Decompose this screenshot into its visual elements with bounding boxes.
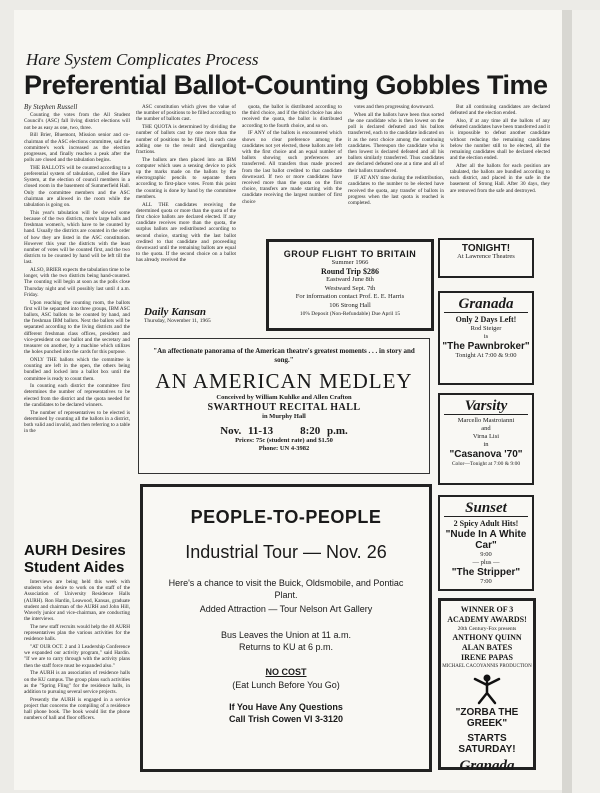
medley-phone: Phone: UN 4-3982 <box>258 445 310 452</box>
aurh-paragraph: Interviews are being held this week with students who desire to work on the staff of the Association of University Residence Halls (AURH). Ron Hardin, Leawood, Kansas, graduate student and chairman of the AURH and John Hill, Waverly junior and vice-chairman, are conducting the interviews. <box>24 579 130 623</box>
granada-is: is <box>483 333 489 340</box>
article-column-5 <box>450 104 550 234</box>
zorba-starts: STARTS SATURDAY! <box>458 733 516 755</box>
varsity-logo: Varsity <box>444 398 528 415</box>
tonight-title: TONIGHT! <box>461 243 511 254</box>
medley-conceived: Conceived by William Kuhlke and Allen Crafton <box>216 394 352 401</box>
newspaper-page <box>14 10 562 790</box>
aurh-paragraph: "AT OUR OCT. 2 and 3 Leadership Conference we expanded our activity program," said Hardin. "If we are to carry through with the activity plans then the staff force must be expanded also." <box>24 644 130 669</box>
sunset-time2: 7:00 <box>480 578 492 585</box>
granada-film: "The Pawnbroker" <box>442 341 530 352</box>
granada-tag: Only 2 Days Left! <box>455 315 517 324</box>
aurh-paragraph: The AURH is an association of residence halls on the KU campus. The group plans such activities as the "Spring Fling" for the residence halls, in addition to pursuing several service projects. <box>24 670 130 695</box>
varsity-time: Color—Tonight at 7:00 & 9:00 <box>451 461 521 467</box>
article-column-2 <box>136 104 236 300</box>
article-paragraph: votes and then progressing downward. <box>354 104 434 110</box>
group-flight-title: GROUP FLIGHT TO BRITAIN <box>283 249 417 259</box>
varsity-star1: Marcello Mastroianni <box>457 417 515 424</box>
american-medley-ad <box>138 338 430 474</box>
article-headline: Preferential Ballot-Counting Gobbles Time <box>24 70 548 100</box>
article-paragraph: THE QUOTA is determined by dividing the number of ballots cast by one more than the number of positions to be filled, in each case adding one to the result and disregarding fractions. <box>136 124 236 155</box>
ptp-title: PEOPLE-TO-PEOPLE <box>190 507 382 527</box>
group-flight-address: 106 Strong Hall <box>329 301 371 309</box>
ptp-question2: Call Trish Cowen VI 3-3120 <box>228 714 344 724</box>
aurh-article <box>24 538 130 784</box>
sunset-film1: "Nude In A White Car" <box>445 529 527 551</box>
article-paragraph: IF AT ANY time during the redistribution, candidates to the number to be elected have received the quota, any transfer of ballots in progress when the last quota is reached is completed. <box>348 175 444 207</box>
article-column-3 <box>242 104 342 236</box>
group-flight-price: Round Trip $286 <box>321 266 379 276</box>
article-paragraph: Bill Brier, Bluemont, Mission senior and co-chairman of the ASC elections committee, said the committee's work increased as the election progresses, and finally reaches a peak after the polls are closed and the tabulation begins. <box>24 132 130 164</box>
article-paragraph: Counting the votes from the All Student Council's (ASC) fall living district elections will not be as easy as one, two, three. <box>24 112 130 131</box>
article-paragraph: The number of representatives to be elected is determined by counting all the ballots in a district, both valid and invalid, and then referring to a table in the <box>24 409 130 435</box>
article-paragraph: THE BALLOTS will be counted according to a preferential system of tabulation, called the Hare System, at the election of council members in a closed room in the basement of Summerfield Hall. Only the committee members and the ASC chairman are allowed in the room while the tabulation is going on. <box>24 164 130 209</box>
zorba-cast1: ANTHONY QUINN <box>452 633 522 642</box>
article-paragraph: In counting each district the committee first determines the number of representatives to be elected from the district and the quota needed for the candidates to be declared winners. <box>24 383 130 408</box>
medley-dates: Nov. 11-13 <box>220 425 274 437</box>
group-flight-westward: Westward Sept. 7th <box>324 284 376 292</box>
ptp-question1: If You Have Any Questions <box>229 702 343 712</box>
zorba-credit: MICHAEL CACOYANNIS PRODUCTION <box>442 664 532 669</box>
article-byline: By Stephen Russell <box>24 104 78 111</box>
zorba-film: "ZORBA THE GREEK" <box>455 707 519 729</box>
medley-hall: SWARTHOUT RECITAL HALL <box>207 402 361 413</box>
zorba-cast3: IRENE PAPAS <box>461 653 513 662</box>
medley-building: in Murphy Hall <box>262 413 306 420</box>
article-paragraph: IF ANY of the ballots is encountered which shows no clear preference among the candidates not yet elected, these ballots are left with the first choice and an equal number of ballots showing such preferences are transferred. All transfers thus made proceed from the last ballot credited to that candidate downward. If two or more candidates have received more than the quota on the first choice, transfers are made starting with the candidate receiving the largest number of first choice <box>242 130 342 205</box>
ptp-line4: Returns to KU at 6 p.m. <box>238 642 334 652</box>
sunset-ad <box>438 495 534 591</box>
medley-prices: Prices: 75c (student rate) and $1.50 <box>235 437 333 444</box>
zorba-awards: WINNER OF 3 ACADEMY AWARDS! <box>447 605 527 624</box>
medley-time: 8:20 p.m. <box>300 425 348 437</box>
group-flight-ad <box>266 239 434 331</box>
medley-title: AN AMERICAN MEDLEY <box>155 369 413 393</box>
medley-dates-row <box>139 425 429 437</box>
group-flight-deposit: 10% Deposit (Non-Refundable) Due April 15 <box>299 311 401 317</box>
zorba-presents: 20th Century-Fox presents <box>457 626 517 632</box>
adjacent-page-edge <box>562 10 600 793</box>
article-paragraph: ONLY THE ballots which the committee is counting are left in the open, the others being bundled and locked into a ballot box until the committee is ready to count them. <box>24 356 130 382</box>
granada-logo: Granada <box>444 296 528 313</box>
sunset-tag: 2 Spicy Adult Hits! <box>453 519 519 528</box>
zorba-granada-logo: Granada <box>459 758 515 774</box>
article-paragraph: ALSO, BRIER expects the tabulation time to be longer, with the two districts being hand-counted. The counting will begin at soon as the polls close Thursday night and will possibly last until 4 a.m. Friday. <box>24 267 130 298</box>
ptp-tour: Industrial Tour — Nov. 26 <box>185 542 387 562</box>
aurh-paragraph: Presently the AURH is engaged in a service project that concerns the compiling of a residence hall phone book. The book would list the phone numbers of hall and floor officers. <box>24 696 130 722</box>
ptp-line1: Here's a chance to visit the Buick, Oldsmobile, and Pontiac Plant. <box>168 578 404 600</box>
masthead <box>144 306 254 324</box>
article-paragraph: quota, the ballot is distributed according to the third choice, and if the third choice has also received the quota, the ballot is distributed according to the fourth choice, and so on. <box>242 104 342 129</box>
granada-star: Rod Steiger <box>470 325 502 332</box>
article-paragraph: Also, if at any time all the ballots of any defeated candidates have been transferred and it is impossible to defeat another candidate without reducing the remaining candidates below the number still to be elected, all the remaining candidates shall be declared elected and the election ended. <box>450 117 550 162</box>
article-kicker: Hare System Complicates Process <box>26 50 259 69</box>
article-paragraph: After all the ballots for each position are tabulated, the ballots are bundled according to each district, and placed in the safe in the basement of Strong Hall. After 30 days, they are removed from the safe and destroyed. <box>450 162 550 194</box>
varsity-in: in <box>483 441 489 448</box>
varsity-star2: Virna Lisi <box>472 433 500 440</box>
varsity-ad <box>438 393 534 485</box>
varsity-film: "Casanova '70" <box>449 449 523 460</box>
article-column-4 <box>348 104 444 236</box>
aurh-headline: AURH Desires Student Aides <box>24 542 126 576</box>
tonight-sub: At Lawrence Theatres <box>457 253 515 260</box>
group-flight-eastward: Eastward June 8th <box>326 276 374 283</box>
zorba-ad <box>438 598 536 774</box>
article-paragraph: The ballots are then placed into an IBM computer which uses a sensing device to pick up the marks made on the ballots by the electrographic pencils to separate them according to first-place votes. From this point the counting is done by hand by the committee members. <box>136 156 236 200</box>
group-flight-contact: For information contact Prof. E. E. Harris <box>295 293 405 300</box>
article-paragraph: ALL THE candidates receiving the determined quota or more than the quota of the first choice ballots are declared elected. If any candidate receives more than the quota, the surplus ballots are redistributed according to second choice, starting with the last ballot credited to that candidate and proceeding downward until the remaining ballots are equal to the quota. If the second choice on a ballot has already received the <box>136 201 236 264</box>
group-flight-summer: Summer 1966 <box>331 259 369 266</box>
ptp-no-cost: NO COST <box>265 667 307 677</box>
article-paragraph: Upon reaching the counting room, the ballots first will be separated into three groups, IBM ASC ballots, ASC ballots to be counted by hand, and the freshman IBM ballots. Next the ballots will be separated according to the living districts and the different freshman class offices, president and vice-president on one ballot and the secretary and treasurer on another, by a machine which utilizes the holes punched into the cards for this purpose. <box>24 299 130 356</box>
article-paragraph: But all continuing candidates are declared defeated and the election ended. <box>450 104 550 117</box>
sunset-film2: "The Stripper" <box>451 567 521 578</box>
sunset-logo: Sunset <box>444 500 528 517</box>
sunset-time1: 9:00 <box>480 551 492 558</box>
people-to-people-ad <box>140 484 432 772</box>
article-column-1 <box>24 104 130 536</box>
granada-time: Tonight At 7:00 & 9:00 <box>455 352 517 359</box>
article-paragraph: This year's tabulation will be slowed some because of the two districts, men's large halls and freshman women's, which have to be counted by hand. Usually the districts are counted in the order of how they are listed in the ASC constitution. However this year the districts with the least number of votes will be counted first, and the two districts to be counted by hand will be left till the last. <box>24 209 130 266</box>
aurh-paragraph: The new staff recruits would help the 40 AURH representatives plan the various activities for the residence halls. <box>24 623 130 643</box>
varsity-and: and <box>481 425 491 432</box>
tonight-banner <box>438 238 534 278</box>
article-paragraph: When all the ballots have been thus sorted the one candidate who is then lowest on the poll is declared defeated and his ballots transferred, each to the candidate indicated on it as the next choice among the continuing candidates. Thereupon the candidate who is then lowest is declared defeated and all his ballots similarly transferred. Thus candidates are declared defeated one at a time and all of their ballots transferred. <box>348 111 444 174</box>
medley-quote: "An affectionate panorama of the American theatre's greatest moments . . . in story and song." <box>153 347 415 364</box>
sunset-plus: — plus — <box>472 559 500 566</box>
masthead-date: Thursday, November 11, 1965 <box>144 318 211 324</box>
granada-ad <box>438 291 534 385</box>
masthead-name: Daily Kansan <box>144 306 207 318</box>
ptp-line3: Bus Leaves the Union at 11 a.m. <box>221 630 351 640</box>
zorba-cast2: ALAN BATES <box>461 643 513 652</box>
article-paragraph: ASC constitution which gives the value of the number of positions to be filled according to the number of ballots cast. <box>136 104 236 123</box>
ptp-line2: Added Attraction — Tour Nelson Art Gallery <box>199 604 373 614</box>
ptp-lunch: (Eat Lunch Before You Go) <box>232 680 340 690</box>
dancer-silhouette-icon <box>467 673 507 705</box>
